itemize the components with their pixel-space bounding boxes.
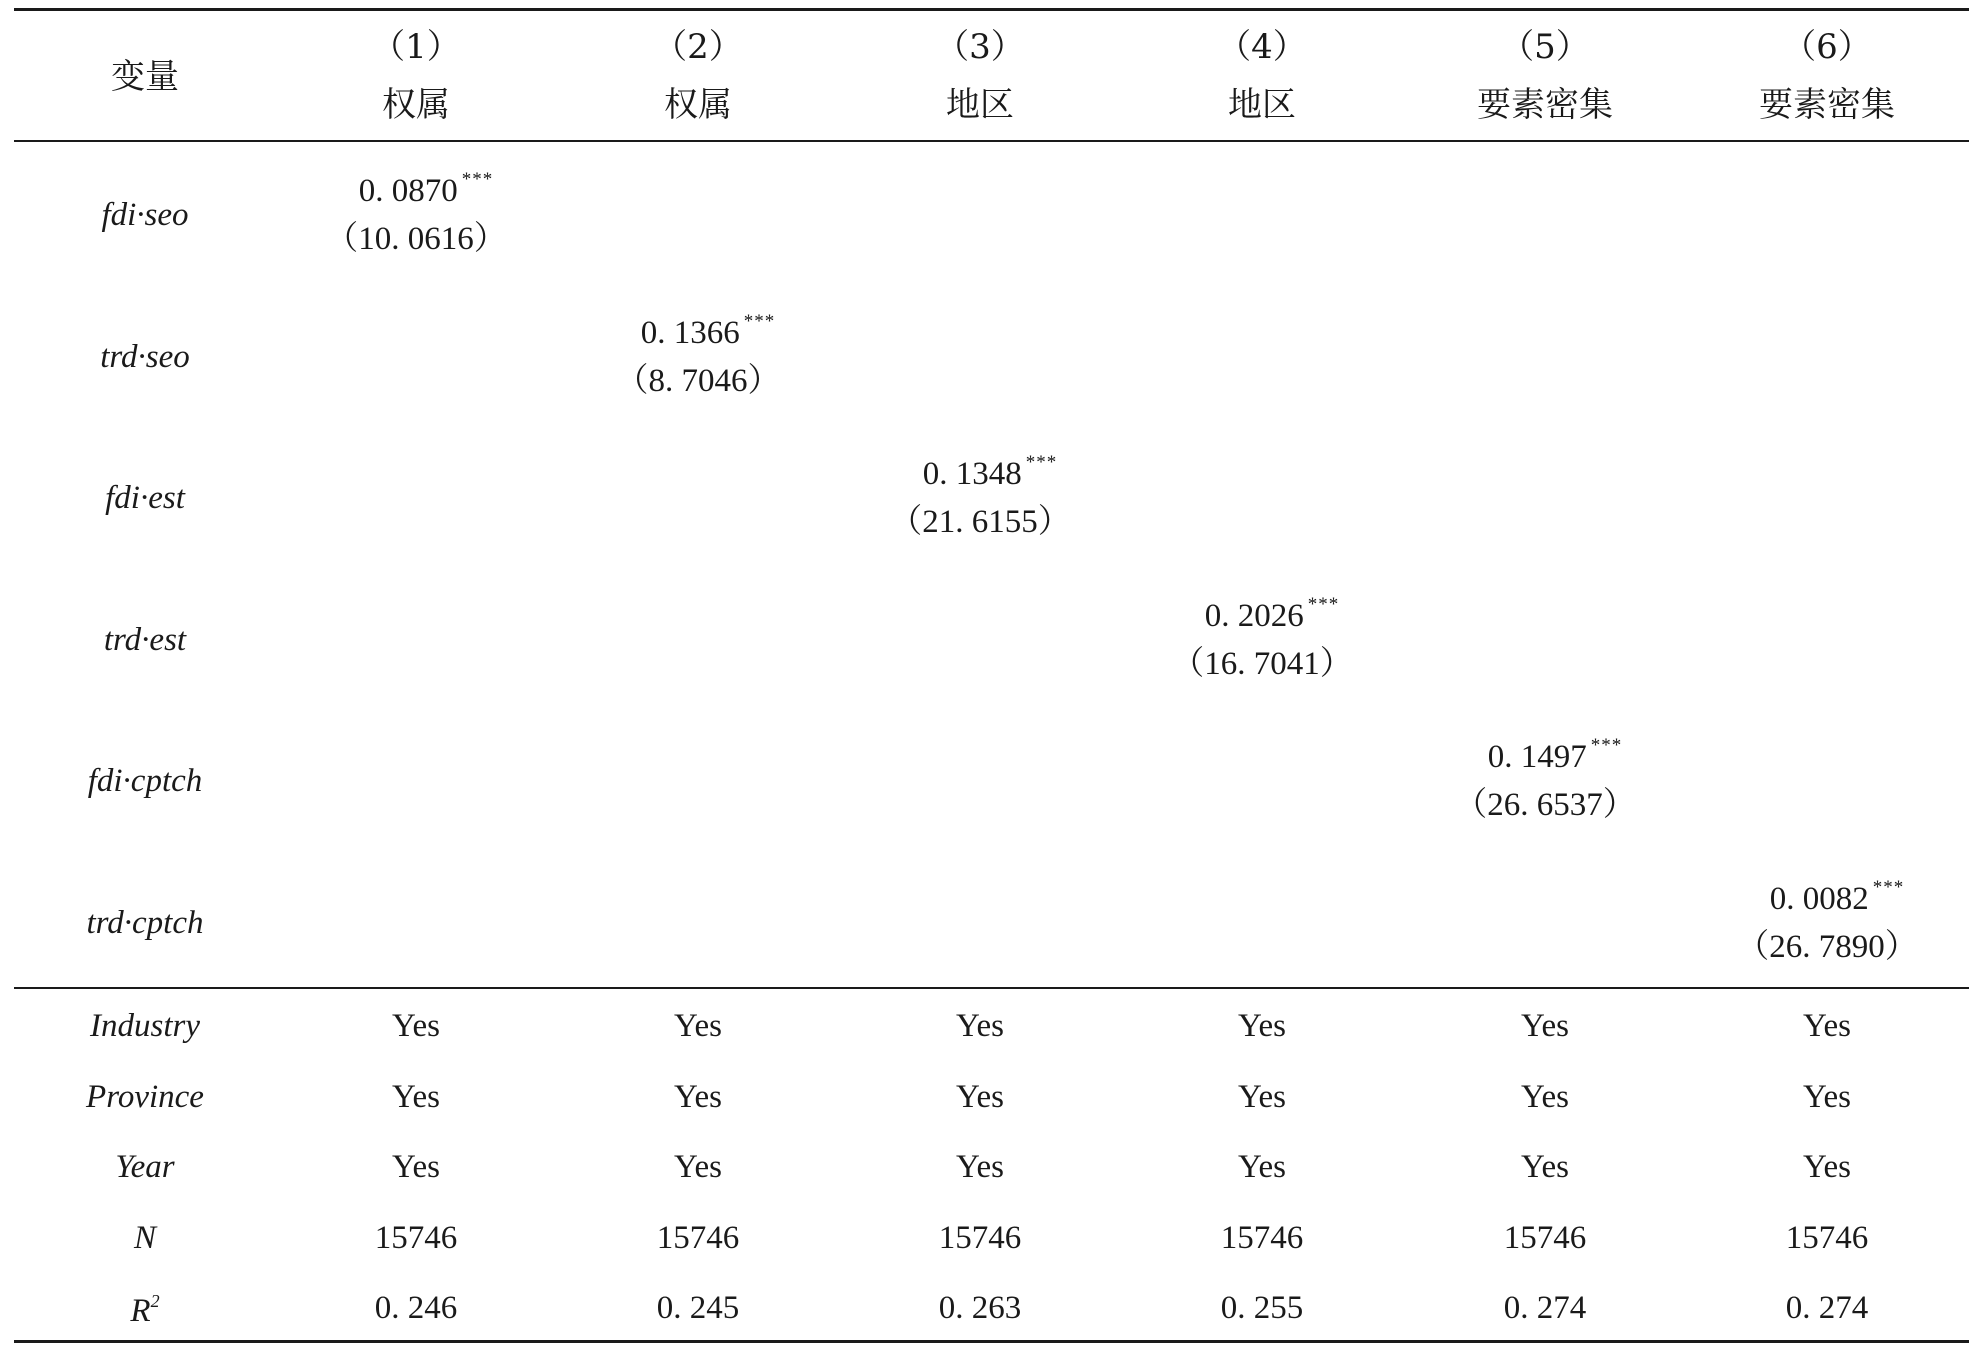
stat-value: Yes [1520,1078,1570,1115]
significance-stars: *** [1872,876,1905,898]
stat-value: Yes [673,1078,723,1115]
column-number: （5） [1500,27,1590,67]
stat-value: Yes [1802,1149,1852,1185]
coefficient-number: 0. 1366 [640,314,740,351]
coefficient-value [1405,736,1705,774]
coefficient-value [558,312,858,350]
stat-label [0,1078,295,1115]
stat-value: Yes [673,1149,723,1185]
stat-label-text: N [133,1219,156,1256]
superscript: 2 [150,1291,160,1311]
variable-name: trd·cptch [86,904,204,941]
coefficient-number: 0. 2026 [1204,597,1304,634]
variable-name: trd·est [103,621,187,658]
stat-value: 0. 246 [374,1290,458,1326]
stat-value: 15746 [1503,1219,1587,1256]
stat-value: Yes [391,1149,441,1185]
stat-value: Yes [1237,1008,1287,1044]
coefficient-number: 0. 0870 [358,173,458,209]
stat-value: Yes [1520,1149,1570,1185]
stat-value: 0. 263 [938,1290,1022,1326]
column-number: （2） [653,27,743,67]
significance-stars: *** [461,169,494,190]
header-rule [14,140,1969,142]
stat-value: Yes [1802,1008,1852,1044]
stat-label [0,1151,295,1184]
column-group: 权属 [664,85,732,125]
column-group: 权属 [382,85,450,125]
coefficient-value [840,453,1140,491]
body-rule [14,987,1969,989]
stat-value: 15746 [938,1219,1022,1256]
significance-stars: *** [1590,735,1623,756]
stat-value: Yes [955,1008,1005,1044]
significance-stars: *** [1307,593,1340,615]
column-group: 要素密集 [1759,85,1895,125]
stat-label [0,1010,295,1043]
variable-name: fdi·seo [101,197,189,233]
stat-value: 0. 255 [1220,1290,1304,1326]
stat-label-text: R [130,1293,151,1329]
stat-value: Yes [1237,1149,1287,1185]
top-rule [14,8,1969,11]
column-group: 要素密集 [1477,85,1613,125]
stat-value: Yes [955,1149,1005,1185]
coefficient-value [1687,878,1975,916]
stat-label-text: Province [86,1078,204,1115]
stat-value: Yes [1802,1078,1852,1115]
stat-label [0,1292,295,1328]
column-group: 地区 [946,85,1014,125]
variable-name: trd·seo [100,338,190,375]
stat-value: 15746 [374,1219,458,1256]
column-group: 地区 [1228,85,1296,125]
variable-header: 变量 [111,57,179,97]
significance-stars: *** [1025,452,1058,473]
stat-value: Yes [391,1078,441,1115]
variable-name: fdi·cptch [87,763,203,799]
t-statistic: （26. 6537） [1454,787,1636,823]
column-number: （6） [1782,27,1872,67]
stat-value: 15746 [1220,1219,1304,1256]
stat-value: 15746 [656,1219,740,1256]
stat-value: Yes [955,1078,1005,1115]
t-statistic: （8. 7046） [615,362,781,399]
coefficient-value [1122,595,1422,633]
stat-value: Yes [673,1008,723,1044]
stat-label [0,1219,295,1256]
t-statistic: （26. 7890） [1736,928,1918,965]
t-statistic: （10. 0616） [325,221,507,257]
coefficient-number: 0. 1348 [922,456,1022,492]
stat-value: 0. 245 [656,1290,740,1326]
column-number: （3） [935,27,1025,67]
coefficient-value [276,170,576,208]
column-number: （4） [1217,27,1307,67]
stat-value: Yes [1237,1078,1287,1115]
coefficient-number: 0. 1497 [1487,739,1587,775]
stat-value: Yes [1520,1008,1570,1044]
bottom-rule [14,1340,1969,1343]
t-statistic: （21. 6155） [889,504,1071,540]
significance-stars: *** [743,310,776,332]
variable-name: fdi·est [105,480,185,516]
stat-value: 0. 274 [1785,1290,1869,1326]
t-statistic: （16. 7041） [1171,645,1353,682]
coefficient-number: 0. 0082 [1769,880,1869,917]
stat-value: 15746 [1785,1219,1869,1256]
stat-label-text: Year [115,1149,175,1185]
column-number: （1） [371,27,461,67]
stat-label-text: Industry [90,1008,200,1044]
stat-value: 0. 274 [1503,1290,1587,1326]
stat-value: Yes [391,1008,441,1044]
